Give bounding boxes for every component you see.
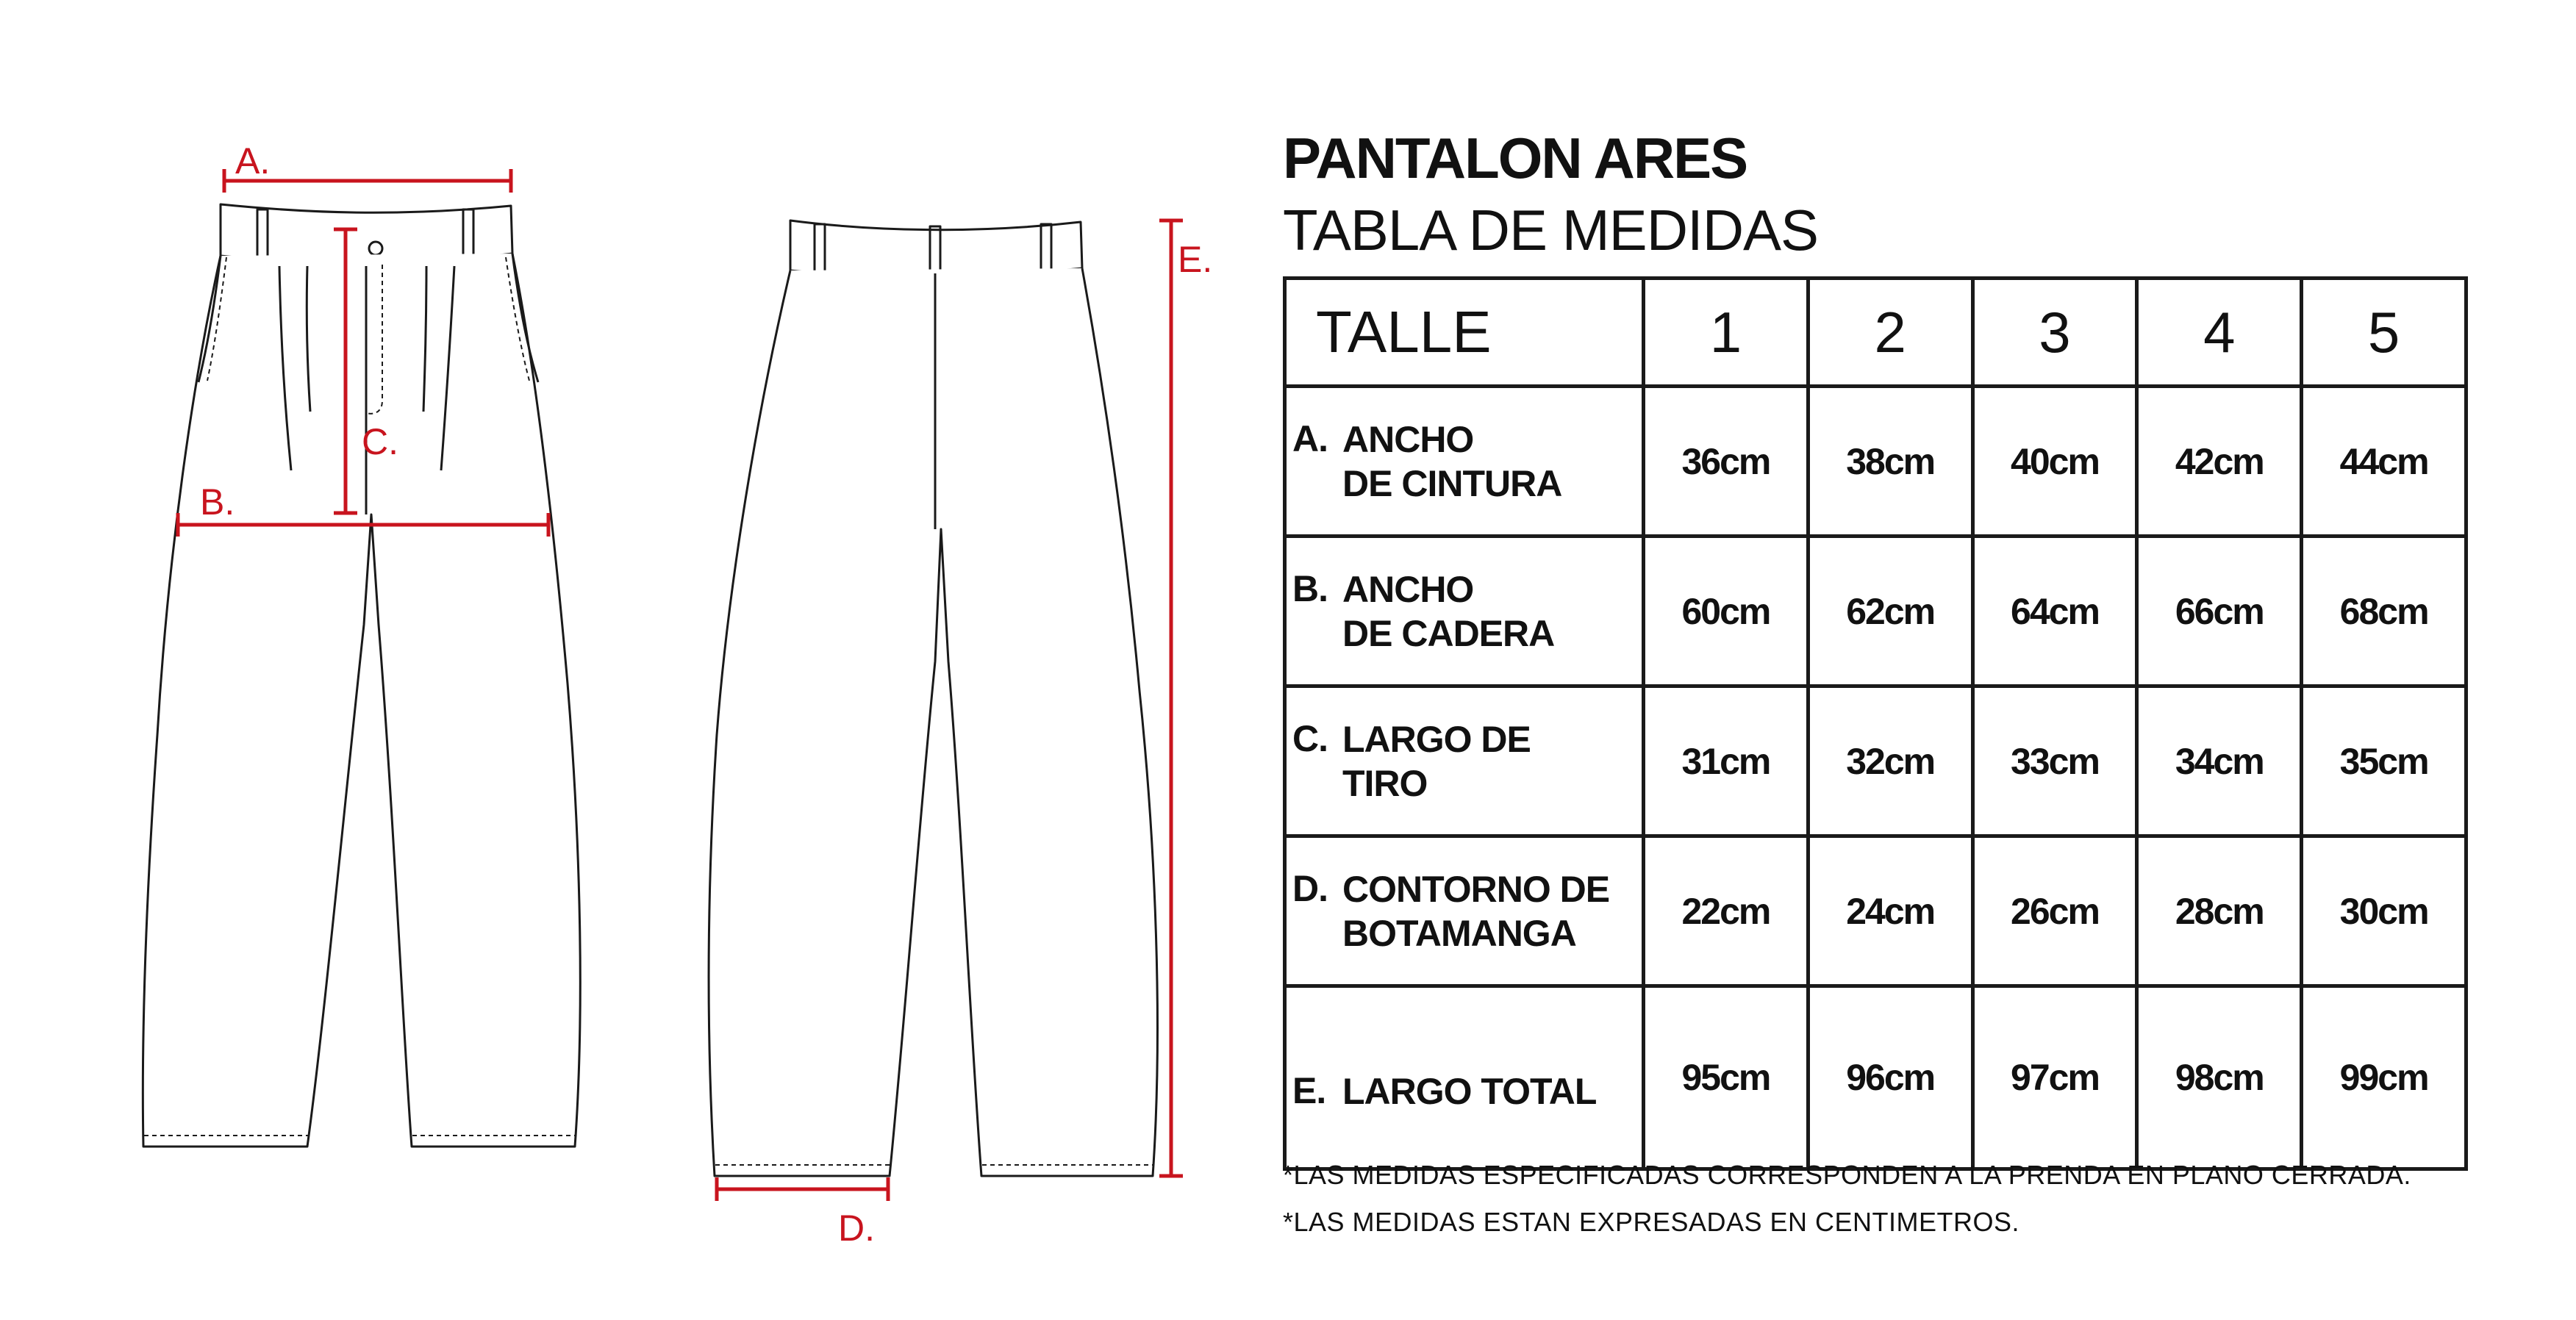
- row-letter: C.: [1292, 717, 1328, 759]
- pants-illustration: [0, 0, 1250, 1320]
- row-letter: D.: [1292, 867, 1328, 909]
- table-cell: 36cm: [1644, 387, 1808, 537]
- label-e: E.: [1178, 239, 1213, 280]
- table-cell: 24cm: [1808, 836, 1972, 986]
- table-cell: 30cm: [2302, 836, 2466, 986]
- pants-front-view: [143, 204, 580, 1147]
- header-size-1: 1: [1644, 279, 1808, 387]
- table-cell: 95cm: [1644, 986, 1808, 1169]
- header-size-5: 5: [2302, 279, 2466, 387]
- table-cell: 64cm: [1972, 537, 2137, 686]
- size-header-row: [1285, 279, 2466, 387]
- table-cell: 68cm: [2302, 537, 2466, 686]
- table-row: [1285, 387, 2466, 537]
- header-size-2: 2: [1808, 279, 1972, 387]
- table-row: [1285, 537, 2466, 686]
- table-subtitle: TABLA DE MEDIDAS: [1283, 198, 1819, 262]
- table-cell: 40cm: [1972, 387, 2137, 537]
- row-letter: E.: [1292, 1070, 1326, 1111]
- row-label-a: [1285, 387, 1644, 537]
- table-cell: 33cm: [1972, 686, 2137, 836]
- row-label-text: LARGO TOTAL: [1342, 1071, 1597, 1112]
- table-cell: 35cm: [2302, 686, 2466, 836]
- label-b: B.: [200, 481, 235, 523]
- table-cell: 28cm: [2137, 836, 2302, 986]
- table-cell: 97cm: [1972, 986, 2137, 1169]
- footnote-measures-units: *LAS MEDIDAS ESTAN EXPRESADAS EN CENTIMETROS.: [1283, 1207, 2020, 1237]
- product-title: PANTALON ARES: [1283, 126, 1747, 190]
- table-cell: 34cm: [2137, 686, 2302, 836]
- row-label-text: ANCHO DE CINTURA: [1342, 418, 1562, 504]
- label-c: C.: [362, 421, 398, 462]
- row-label-c: [1285, 686, 1644, 836]
- header-size-4: 4: [2137, 279, 2302, 387]
- row-label-d: [1285, 836, 1644, 986]
- pants-back-view: [709, 220, 1157, 1176]
- table-cell: 96cm: [1808, 986, 1972, 1169]
- table-row: [1285, 836, 2466, 986]
- label-a: A.: [235, 140, 271, 182]
- table-cell: 22cm: [1644, 836, 1808, 986]
- header-talle: TALLE: [1285, 279, 1644, 387]
- table-cell: 38cm: [1808, 387, 1972, 537]
- table-row: [1285, 986, 2466, 1169]
- row-label-e: [1285, 986, 1644, 1169]
- table-cell: 66cm: [2137, 537, 2302, 686]
- size-table: [1283, 276, 2468, 1171]
- table-cell: 32cm: [1808, 686, 1972, 836]
- row-label-b: [1285, 537, 1644, 686]
- row-letter: A.: [1292, 417, 1328, 459]
- table-cell: 60cm: [1644, 537, 1808, 686]
- table-cell: 98cm: [2137, 986, 2302, 1169]
- table-cell: 62cm: [1808, 537, 1972, 686]
- table-cell: 26cm: [1972, 836, 2137, 986]
- row-label-text: LARGO DE TIRO: [1342, 718, 1531, 804]
- label-d: D.: [838, 1208, 875, 1249]
- table-cell: 31cm: [1644, 686, 1808, 836]
- table-row: [1285, 686, 2466, 836]
- row-label-text: CONTORNO DE BOTAMANGA: [1342, 868, 1610, 954]
- footnote-measures-flat: *LAS MEDIDAS ESPECIFICADAS CORRESPONDEN A LA PRENDA EN PLANO CERRADA.: [1283, 1160, 2411, 1190]
- row-letter: B.: [1292, 567, 1328, 609]
- header-size-3: 3: [1972, 279, 2137, 387]
- table-cell: 99cm: [2302, 986, 2466, 1169]
- table-cell: 44cm: [2302, 387, 2466, 537]
- row-label-text: ANCHO DE CADERA: [1342, 568, 1555, 654]
- table-cell: 42cm: [2137, 387, 2302, 537]
